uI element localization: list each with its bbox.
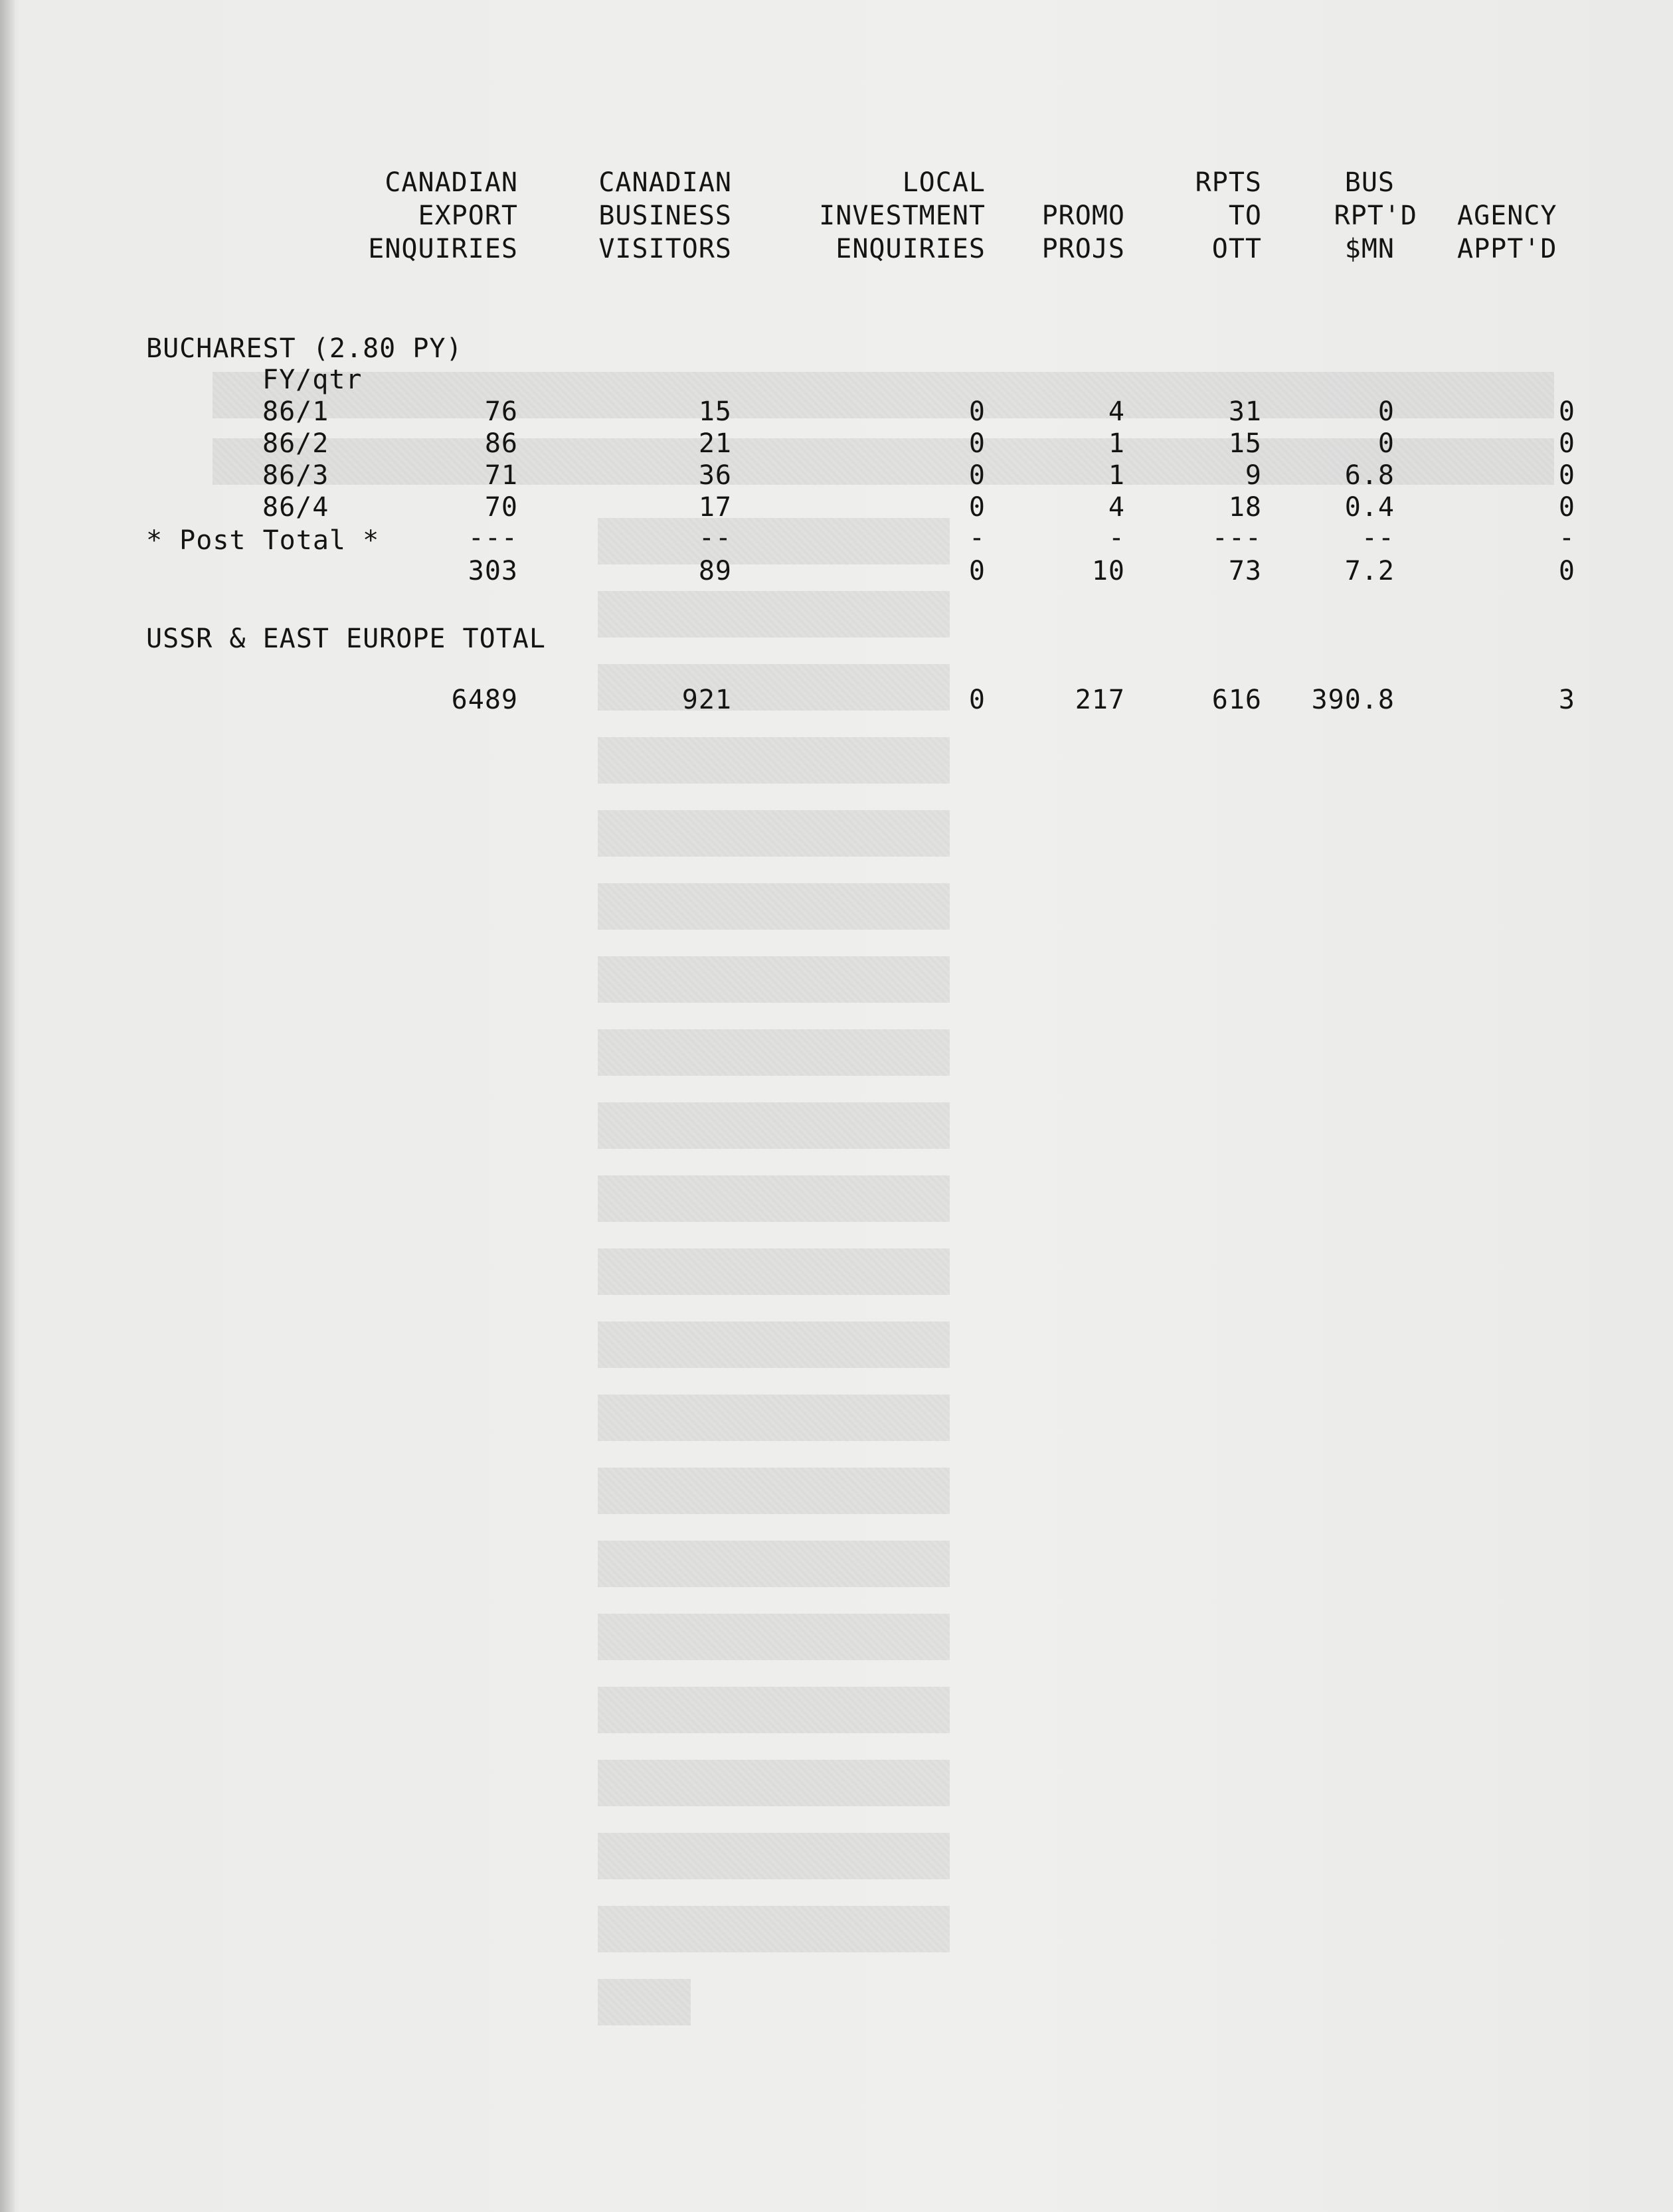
header-col1-line3: ENQUIRIES (368, 234, 518, 264)
cell-investment: 0 (968, 492, 986, 523)
cell-rpts: 15 (1228, 428, 1262, 459)
cell-investment: 0 (968, 396, 986, 427)
header-col6-line3: $MN (1344, 234, 1395, 264)
header-col3-line2: INVESTMENT (819, 201, 986, 231)
header-col3-line3: ENQUIRIES (836, 234, 986, 264)
header-col5-line1: RPTS (1195, 167, 1262, 198)
header-col4-line2: PROJS (1041, 234, 1125, 264)
cell-promo: 1 (1108, 460, 1125, 491)
cell-export: 86 (484, 428, 518, 459)
cell-rpts: 31 (1228, 396, 1262, 427)
row-label: 86/2 (262, 428, 329, 459)
cell-bus: 0.4 (1344, 492, 1395, 523)
cell-promo: 4 (1108, 396, 1125, 427)
cell-export: 70 (484, 492, 518, 523)
region-total-rpts: 616 (1211, 685, 1262, 715)
cell-bus: 6.8 (1344, 460, 1395, 491)
post-total-bus: 7.2 (1344, 556, 1395, 586)
header-col5-line3: OTT (1211, 234, 1262, 264)
region-total-bus: 390.8 (1311, 685, 1395, 715)
post-title: BUCHAREST (2.80 PY) (146, 333, 463, 364)
post-total-investment: 0 (968, 556, 986, 586)
cell-agency: 0 (1558, 492, 1575, 523)
separator: --- (1211, 523, 1262, 553)
header-col6-line2: RPT'D (1334, 201, 1417, 231)
cell-visitors: 21 (698, 428, 732, 459)
header-col4-line1: PROMO (1041, 201, 1125, 231)
region-total-investment: 0 (968, 685, 986, 715)
header-col6-line1: BUS (1344, 167, 1395, 198)
cell-investment: 0 (968, 428, 986, 459)
cell-promo: 1 (1108, 428, 1125, 459)
cell-rpts: 18 (1228, 492, 1262, 523)
region-title: USSR & EAST EUROPE TOTAL (146, 624, 546, 654)
cell-agency: 0 (1558, 396, 1575, 427)
separator: - (1558, 523, 1575, 553)
region-total-export: 6489 (451, 685, 518, 715)
separator: --- (468, 523, 518, 553)
header-col1-line2: EXPORT (418, 201, 518, 231)
header-col7-line2: APPT'D (1457, 234, 1557, 264)
cell-bus: 0 (1377, 396, 1395, 427)
post-total-export: 303 (468, 556, 518, 586)
cell-bus: 0 (1377, 428, 1395, 459)
cell-investment: 0 (968, 460, 986, 491)
header-col1-line1: CANADIAN (385, 167, 518, 198)
post-subtitle: FY/qtr (262, 365, 363, 395)
separator: - (1108, 523, 1125, 553)
separator: -- (1361, 523, 1395, 553)
cell-visitors: 15 (698, 396, 732, 427)
cell-export: 71 (484, 460, 518, 491)
row-label: 86/3 (262, 460, 329, 491)
post-total-label: * Post Total * (146, 525, 380, 556)
header-col7-line1: AGENCY (1457, 201, 1557, 231)
post-total-rpts: 73 (1228, 556, 1262, 586)
cell-agency: 0 (1558, 428, 1575, 459)
row-label: 86/1 (262, 396, 329, 427)
cell-visitors: 17 (698, 492, 732, 523)
separator: - (968, 523, 986, 553)
header-col5-line2: TO (1228, 201, 1262, 231)
separator: -- (698, 523, 732, 553)
post-total-visitors: 89 (698, 556, 732, 586)
cell-export: 76 (484, 396, 518, 427)
post-total-agency: 0 (1558, 556, 1575, 586)
row-label: 86/4 (262, 492, 329, 523)
paper-edge (0, 0, 15, 2212)
cell-promo: 4 (1108, 492, 1125, 523)
cell-agency: 0 (1558, 460, 1575, 491)
region-total-promo: 217 (1075, 685, 1125, 715)
post-total-promo: 10 (1091, 556, 1125, 586)
header-col2-line1: CANADIAN (598, 167, 732, 198)
header-col2-line2: BUSINESS (598, 201, 732, 231)
region-total-visitors: 921 (681, 685, 732, 715)
header-col3-line1: LOCAL (902, 167, 986, 198)
cell-visitors: 36 (698, 460, 732, 491)
region-total-agency: 3 (1558, 685, 1575, 715)
cell-rpts: 9 (1245, 460, 1262, 491)
header-col2-line3: VISITORS (598, 234, 732, 264)
